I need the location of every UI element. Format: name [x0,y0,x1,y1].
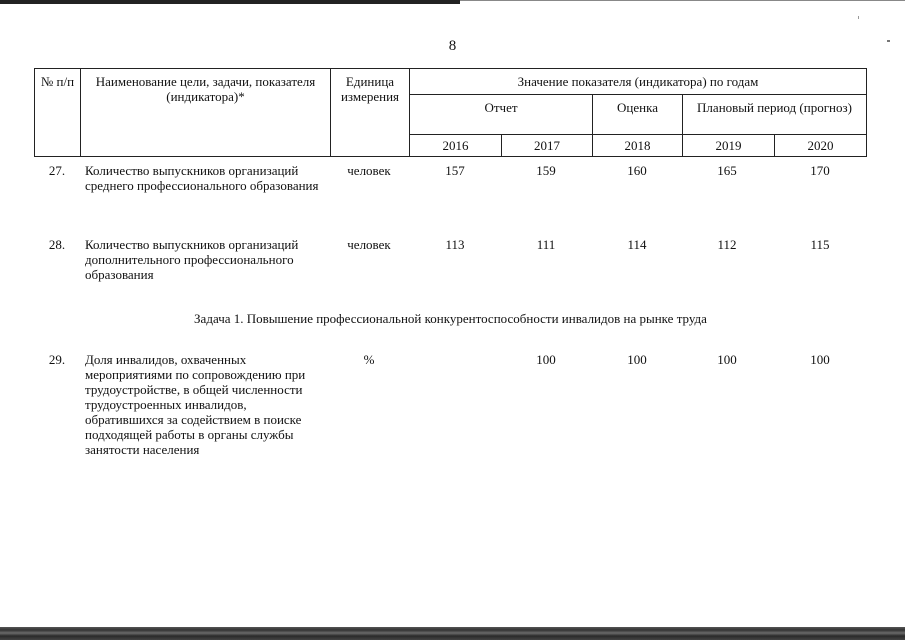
header-year: 2017 [502,135,593,157]
header-plan: Плановый период (прогноз) [683,95,867,135]
value-2018: 114 [627,237,647,252]
header-unit: Единица измерения [331,69,410,157]
scan-edge-top-thin [460,0,905,1]
header-year: 2016 [410,135,502,157]
header-year: 2020 [775,135,867,157]
value-2019: 112 [717,237,737,252]
row-unit: % [363,352,375,367]
row-number: 28. [48,237,66,252]
value-2019: 165 [717,163,737,178]
row-number: 27. [48,163,66,178]
row-unit: человек [347,163,391,178]
value-2017: 159 [536,163,556,178]
scan-speck [858,16,859,19]
value-2018: 160 [627,163,647,178]
header-year: 2018 [593,135,683,157]
row-name: Количество выпускников организаций дополнительного профессионального образования [85,237,299,282]
value-2017: 111 [536,237,556,252]
row-number: 29. [48,352,66,367]
value-2018: 100 [627,352,647,367]
header-values: Значение показателя (индикатора) по годам [410,69,867,95]
value-2020: 115 [810,237,830,252]
scan-edge-top [0,0,460,4]
row-name: Количество выпускников организаций среднего профессионального образования [85,163,319,193]
value-2020: 170 [810,163,830,178]
value-2017: 100 [536,352,556,367]
header-estimate: Оценка [593,95,683,135]
task-title: Задача 1. Повышение профессиональной конкурентоспособности инвалидов на рынке труда [194,311,707,326]
scan-edge-bottom [0,627,905,640]
value-2019: 100 [717,352,737,367]
header-year: 2019 [683,135,775,157]
header-report: Отчет [410,95,593,135]
row-unit: человек [347,237,391,252]
header-name: Наименование цели, задачи, показателя (индикатора)* [81,69,331,157]
value-2016: 113 [445,237,465,252]
page-number: 8 [448,38,457,54]
value-2016: 157 [445,163,465,178]
row-name: Доля инвалидов, охваченных мероприятиями по сопровождению при трудоустройстве, в общей численности трудоустроенных инвалидов, обратившихся за содействием в поиске подходящей работы в органы службы занятости населения [85,352,306,457]
value-2020: 100 [810,352,830,367]
indicator-table-header [34,68,867,157]
header-num: № п/п [35,69,81,157]
